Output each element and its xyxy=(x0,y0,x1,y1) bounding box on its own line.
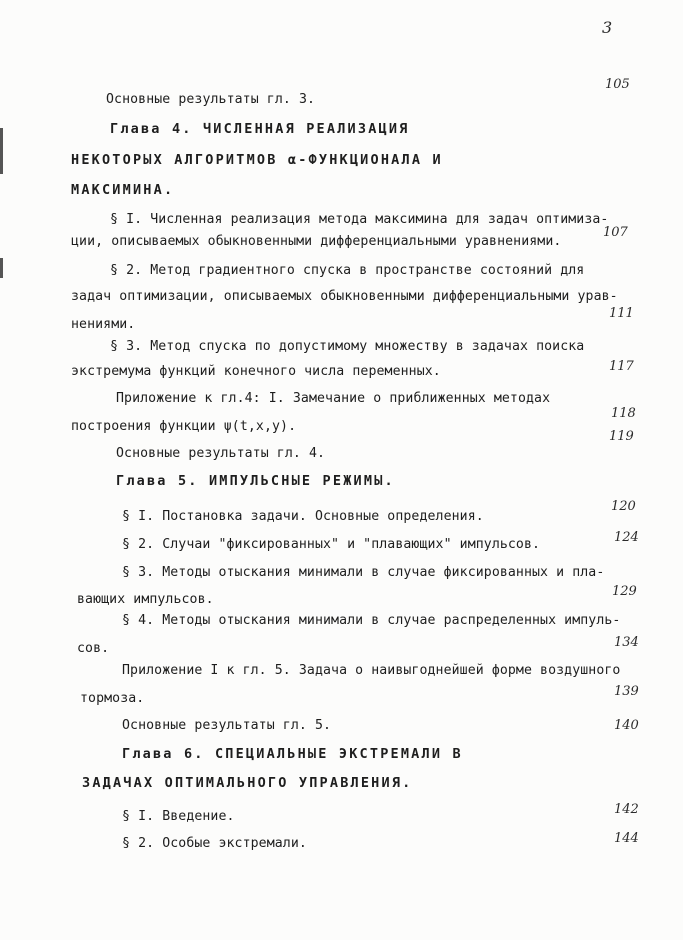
toc-entry-ch5-s3: § 3. Методы отыскания минимали в случае фиксированных и пла- xyxy=(122,565,605,580)
toc-entry-ch4-appendix: Приложение к гл.4: I. Замечание о приближенных методах xyxy=(116,391,551,406)
toc-entry-ch4-s3: § 3. Метод спуска по допустимому множеству в задачах поиска xyxy=(110,339,585,354)
toc-page-number: 139 xyxy=(614,684,639,699)
toc-entry-ch5-s2: § 2. Случаи "фиксированных" и "плавающих" импульсов. xyxy=(122,537,541,552)
toc-entry-ch4-s2: § 2. Метод градиентного спуска в пространстве состояний для xyxy=(110,263,585,278)
toc-entry-ch4-results: Основные результаты гл. 4. xyxy=(116,446,326,461)
toc-entry-ch5-appendix: Приложение I к гл. 5. Задача о наивыгоднейшей форме воздушного xyxy=(122,663,621,678)
toc-entry-ch5-results: Основные результаты гл. 5. xyxy=(122,718,332,733)
toc-entry-ch6-s1: § I. Введение. xyxy=(122,809,235,824)
toc-page-number: 118 xyxy=(611,406,636,421)
toc-page-number: 129 xyxy=(612,584,637,599)
toc-entry-ch3-results: Основные результаты гл. 3. xyxy=(106,92,316,107)
toc-page-number: 140 xyxy=(614,718,639,733)
toc-page-number: 120 xyxy=(611,499,636,514)
toc-page-number: 134 xyxy=(614,635,639,650)
toc-page-number: 144 xyxy=(614,831,639,846)
margin-scan-mark xyxy=(0,258,3,278)
toc-entry-ch4-s2-cont: нениями. xyxy=(71,317,136,332)
toc-entry-ch5-s3-cont: вающих импульсов. xyxy=(77,592,214,607)
toc-entry-ch4-s2-cont: задач оптимизации, описываемых обыкновенными дифференциальными урав- xyxy=(71,289,618,304)
toc-entry-ch5-appendix-cont: тормоза. xyxy=(80,691,145,706)
toc-entry-ch4-s3-cont: экстремума функций конечного числа переменных. xyxy=(71,364,441,379)
toc-entry-ch5-s4: § 4. Методы отыскания минимали в случае распределенных импуль- xyxy=(122,613,621,628)
toc-page-number: 124 xyxy=(614,530,639,545)
chapter-6-title-cont: ЗАДАЧАХ ОПТИМАЛЬНОГО УПРАВЛЕНИЯ. xyxy=(82,775,413,791)
page-number: 3 xyxy=(602,18,613,37)
toc-page-number: 105 xyxy=(605,77,630,92)
toc-page-number: 119 xyxy=(609,429,634,444)
toc-page-number: 142 xyxy=(614,802,639,817)
chapter-4-title-cont: НЕКОТОРЫХ АЛГОРИТМОВ α-ФУНКЦИОНАЛА И xyxy=(71,152,443,168)
chapter-5-title: Глава 5. ИМПУЛЬСНЫЕ РЕЖИМЫ. xyxy=(116,473,395,489)
toc-page-number: 107 xyxy=(603,225,628,240)
toc-entry-ch5-s1: § I. Постановка задачи. Основные определения. xyxy=(122,509,484,524)
toc-entry-ch5-s4-cont: сов. xyxy=(77,641,110,656)
toc-entry-ch6-s2: § 2. Особые экстремали. xyxy=(122,836,307,851)
toc-entry-ch4-s1-cont: ции, описываемых обыкновенными дифференциальными уравнениями. xyxy=(71,234,562,249)
toc-page-number: 117 xyxy=(609,359,634,374)
toc-entry-ch4-appendix-cont: построения функции ψ(t,x,y). xyxy=(71,419,297,434)
chapter-6-title: Глава 6. СПЕЦИАЛЬНЫЕ ЭКСТРЕМАЛИ В xyxy=(122,746,463,762)
toc-page-number: 111 xyxy=(609,306,634,321)
chapter-4-title-cont: МАКСИМИНА. xyxy=(71,182,175,198)
chapter-4-title: Глава 4. ЧИСЛЕННАЯ РЕАЛИЗАЦИЯ xyxy=(110,121,410,137)
toc-entry-ch4-s1: § I. Численная реализация метода максимина для задач оптимиза- xyxy=(110,212,609,227)
margin-scan-mark xyxy=(0,128,3,174)
